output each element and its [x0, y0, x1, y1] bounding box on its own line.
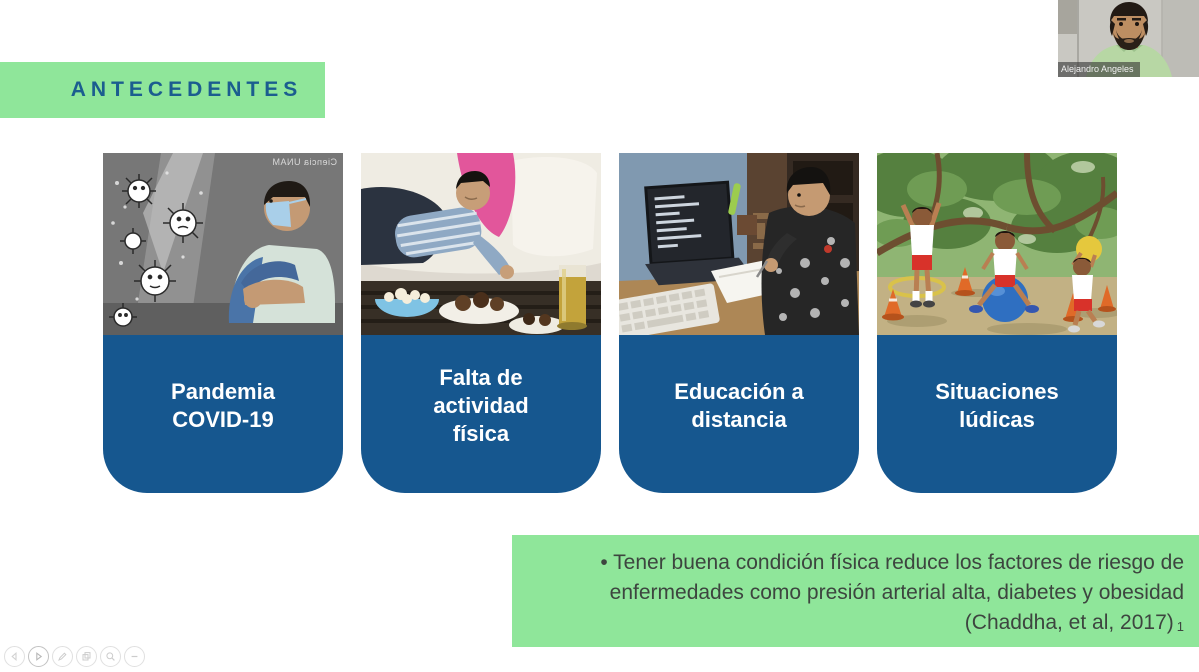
card-falta-label-panel: [361, 335, 601, 493]
card-pandemia: [103, 153, 343, 493]
play-button[interactable]: [28, 646, 49, 667]
photo-watermark: Ciencia UNAM: [271, 157, 337, 167]
more-button[interactable]: [124, 646, 145, 667]
virus-doodles-illustration: [103, 153, 343, 335]
copy-button[interactable]: [76, 646, 97, 667]
card-educacion: [619, 153, 859, 493]
back-icon: [9, 651, 20, 662]
children-playing-photo: [877, 153, 1117, 335]
card-label-line: Educación a: [674, 379, 804, 404]
card-label-line: COVID-19: [172, 407, 274, 432]
card-pandemia-label-panel: [103, 335, 343, 493]
pen-button[interactable]: [52, 646, 73, 667]
copy-icon: [81, 651, 92, 662]
info-line-1: • Tener buena condición física reduce los factores de riesgo de: [600, 551, 1184, 574]
zoom-button[interactable]: [100, 646, 121, 667]
card-label-line: actividad: [433, 393, 529, 418]
home-study-illustration: [619, 153, 859, 335]
citation-info-box: [512, 535, 1199, 647]
presentation-controls: [4, 646, 145, 667]
card-situaciones-label-panel: [877, 335, 1117, 493]
card-label-line: Falta de: [439, 365, 523, 390]
card-falta-actividad: [361, 153, 601, 493]
couch-scene-illustration: [361, 153, 601, 335]
info-line-3: [512, 608, 1184, 642]
card-label-line: Pandemia: [171, 379, 275, 404]
participant-video-tile[interactable]: [1058, 0, 1199, 77]
boy-on-couch-photo: [361, 153, 601, 335]
info-line-2: enfermedades como presión arterial alta, diabetes y obesidad: [609, 581, 1184, 604]
boy-studying-photo: [619, 153, 859, 335]
card-situaciones: [877, 153, 1117, 493]
more-icon: [129, 651, 140, 662]
participant-name-label: Alejandro Angeles: [1058, 62, 1140, 77]
play-icon: [33, 651, 44, 662]
zoom-icon: [105, 651, 116, 662]
card-educacion-label-panel: [619, 335, 859, 493]
cards-row: [103, 153, 1117, 493]
slide-title: ANTECEDENTES: [70, 78, 303, 101]
pen-icon: [57, 651, 68, 662]
card-label-line: física: [452, 421, 510, 446]
back-button[interactable]: [4, 646, 25, 667]
footnote-marker: 1: [1176, 619, 1184, 634]
card-label-line: distancia: [691, 407, 787, 432]
card-label-line: Situaciones: [935, 379, 1059, 404]
citation-text: (Chaddha, et al, 2017): [964, 611, 1174, 634]
outdoor-play-illustration: [877, 153, 1117, 335]
child-with-mask-photo: [103, 153, 343, 335]
card-label-line: lúdicas: [959, 407, 1035, 432]
slide-title-bar: [0, 62, 325, 118]
